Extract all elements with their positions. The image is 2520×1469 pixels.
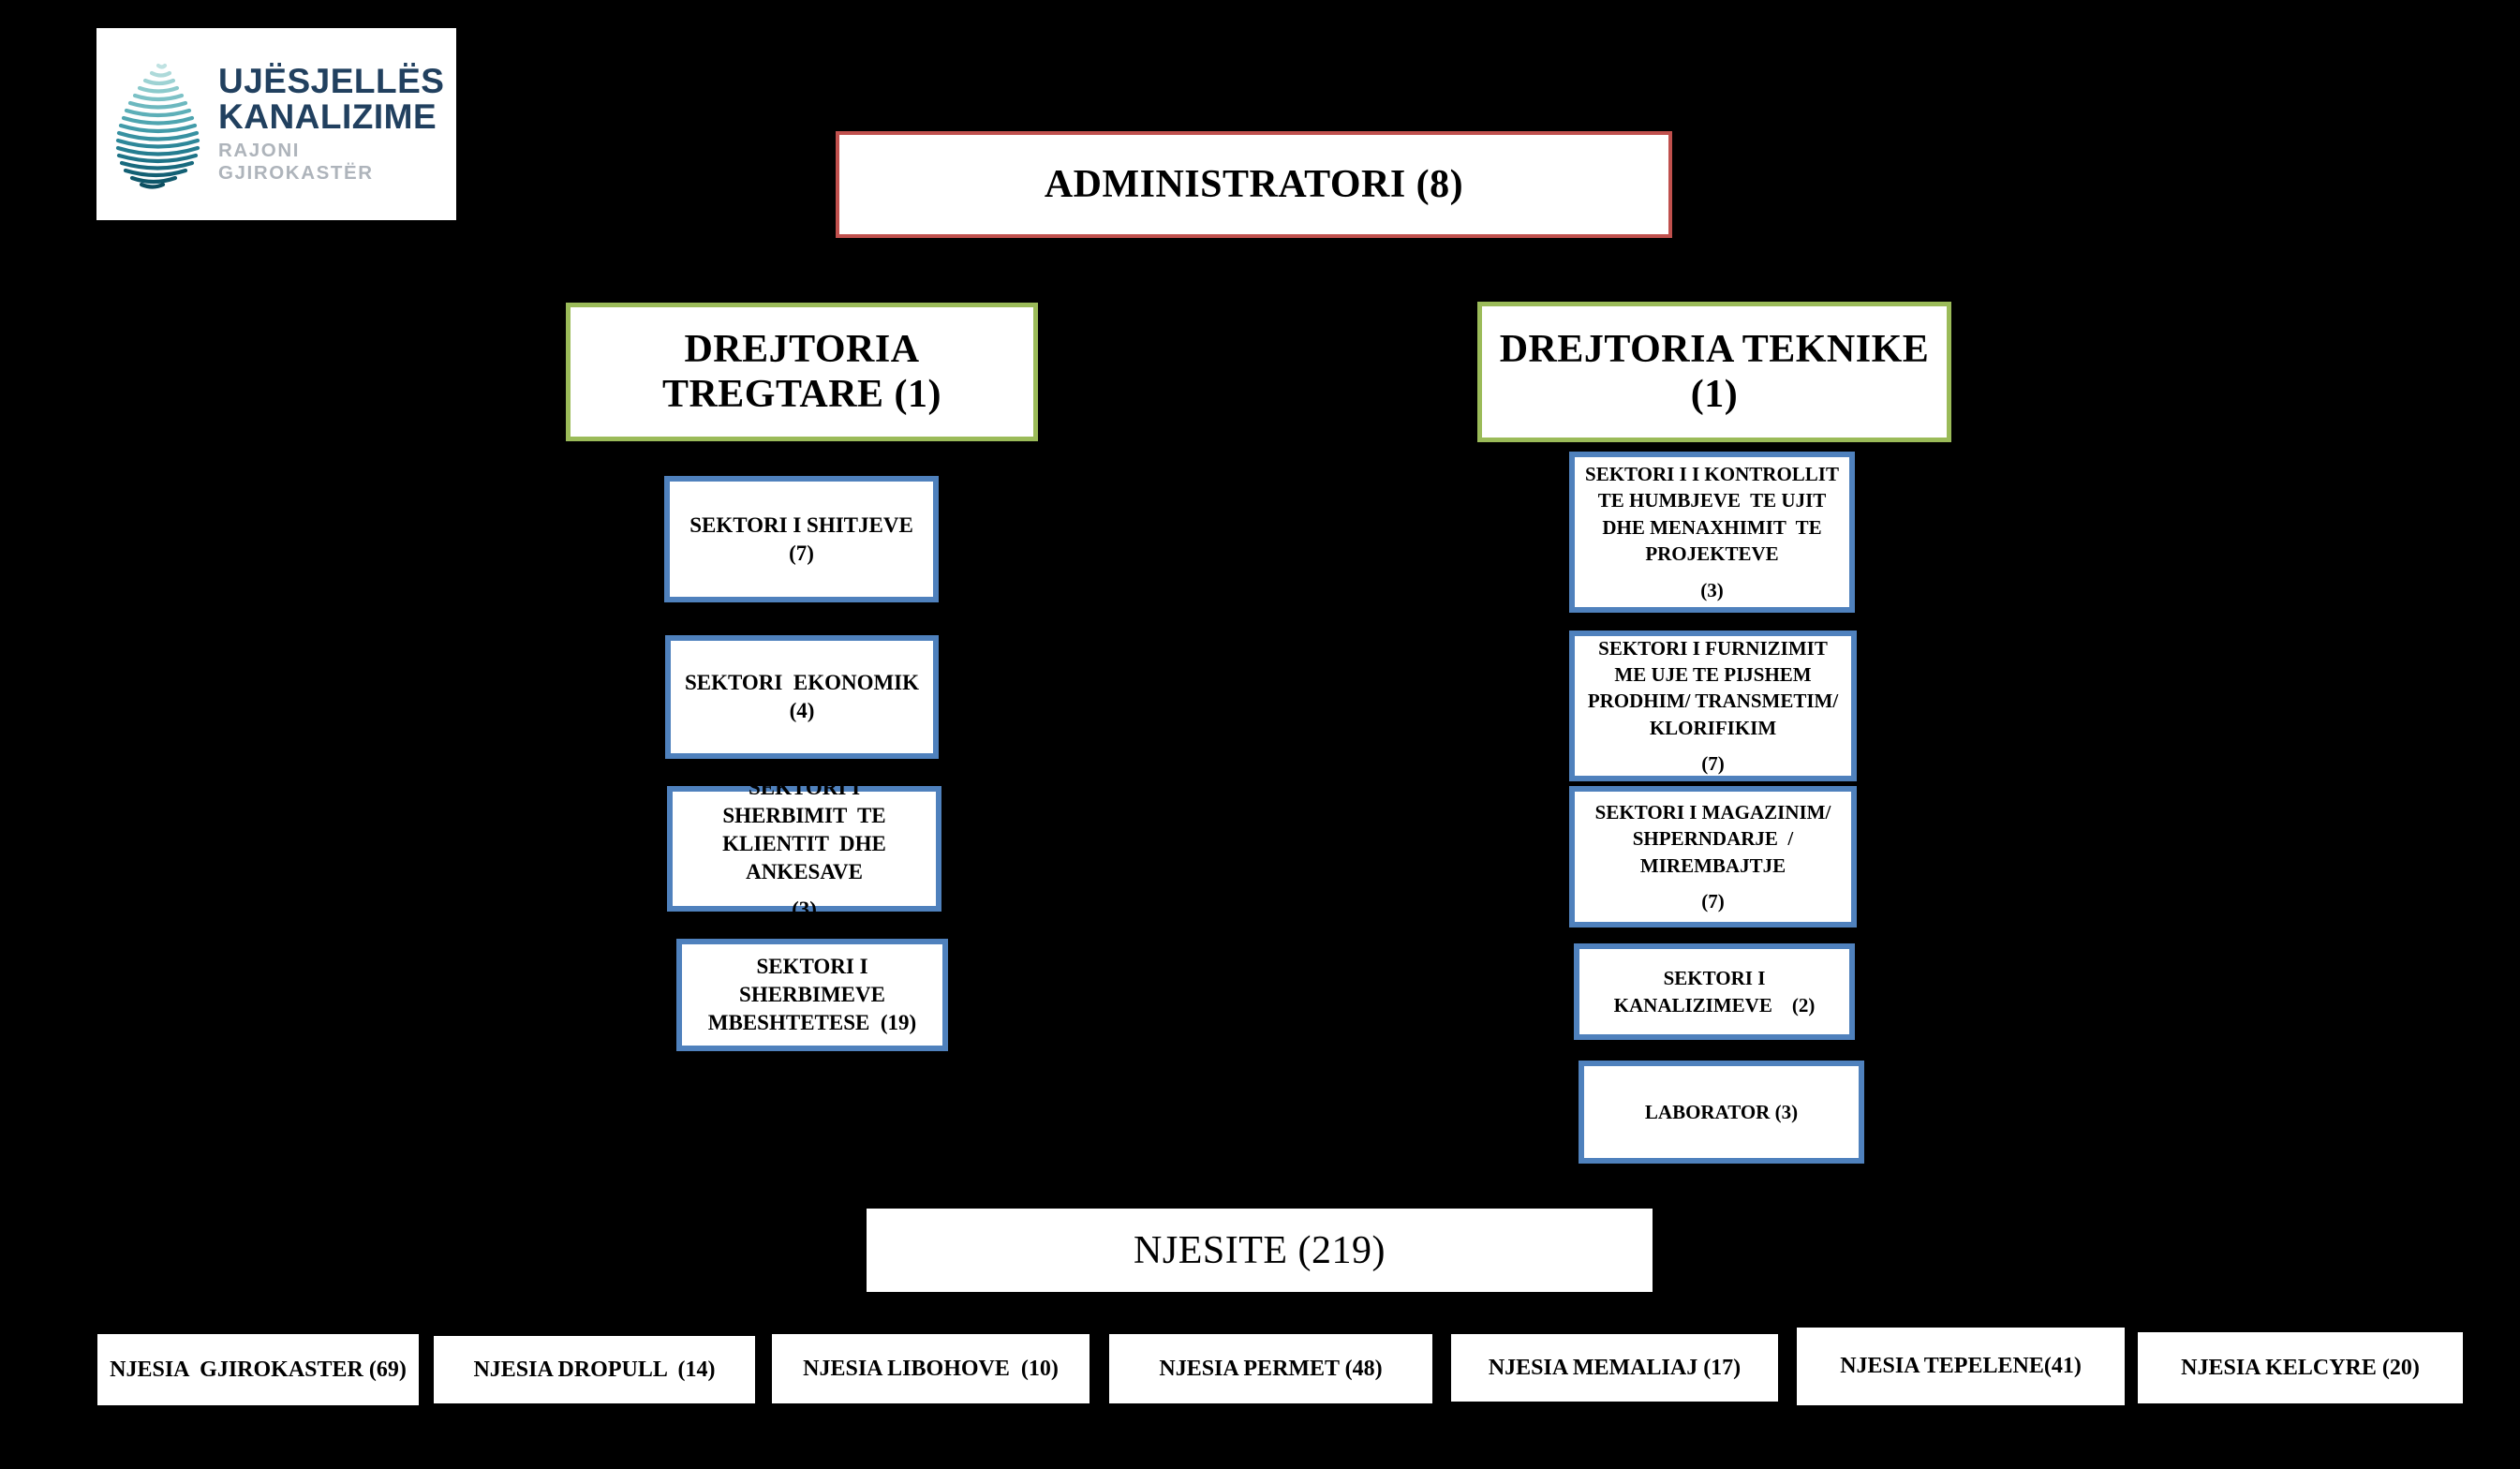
logo-subtitle: RAJONI GJIROKASTËR xyxy=(218,140,374,185)
node-drejtoria-tregtare-label: DREJTORIA TREGTARE (1) xyxy=(661,328,942,416)
node-laborator xyxy=(1579,1061,1864,1164)
node-njesia-libohove-label: NJESIA LIBOHOVE (10) xyxy=(803,1356,1059,1381)
node-njesia-gjirokaster-label: NJESIA GJIROKASTER (69) xyxy=(110,1357,407,1382)
node-njesia-dropull xyxy=(434,1336,755,1403)
node-sektori-mbeshtetese xyxy=(676,939,948,1051)
node-njesia-permet xyxy=(1109,1334,1432,1403)
node-drejtoria-teknike xyxy=(1477,302,1951,442)
node-njesia-tepelene xyxy=(1797,1328,2125,1405)
node-administrator xyxy=(836,131,1672,238)
node-sektori-magazinim-count: (7) xyxy=(1701,889,1725,913)
node-sektori-klientit xyxy=(667,776,941,921)
node-njesia-tepelene-label: NJESIA TEPELENE(41) xyxy=(1840,1354,2082,1378)
logo-text-block xyxy=(218,61,447,185)
node-sektori-kanalizimeve xyxy=(1574,943,1855,1040)
node-sektori-kontrollit xyxy=(1569,452,1855,613)
node-sektori-magazinim-label: SEKTORI I MAGAZINIM/ SHPERNDARJE / MIREMBAJTJE xyxy=(1594,800,1836,877)
node-sektori-furnizimit-count: (7) xyxy=(1701,752,1725,776)
node-njesia-permet-label: NJESIA PERMET (48) xyxy=(1159,1356,1383,1381)
node-sektori-kontrollit-count: (3) xyxy=(1700,578,1724,601)
company-logo xyxy=(96,28,456,220)
water-drop-icon xyxy=(111,58,205,191)
node-sektori-furnizimit xyxy=(1569,631,1857,781)
node-drejtoria-tregtare xyxy=(566,303,1038,441)
node-njesite xyxy=(867,1209,1653,1292)
node-njesia-gjirokaster xyxy=(97,1334,419,1405)
node-sektori-klientit-label: SEKTORI I SHERBIMIT TE KLIENTIT DHE ANKESAVE xyxy=(722,776,892,883)
node-sektori-klientit-count: (3) xyxy=(792,897,817,921)
node-njesite-label: NJESITE (219) xyxy=(1134,1228,1386,1272)
node-njesia-kelcyre-label: NJESIA KELCYRE (20) xyxy=(2181,1355,2420,1380)
node-administrator-label: ADMINISTRATORI (8) xyxy=(1044,163,1464,206)
node-sektori-furnizimit-label: SEKTORI I FURNIZIMIT ME UJE TE PIJSHEM PRODHIM/ TRANSMETIM/ KLORIFIKIM xyxy=(1587,636,1844,739)
node-njesia-dropull-label: NJESIA DROPULL (14) xyxy=(473,1357,716,1382)
node-laborator-label: LABORATOR (3) xyxy=(1644,1100,1799,1123)
node-sektori-shitjeve-label: SEKTORI I SHITJEVE (7) xyxy=(689,512,925,565)
logo-title-line1: UJËSJELLËS xyxy=(218,61,445,100)
node-sektori-magazinim xyxy=(1569,786,1857,927)
node-drejtoria-teknike-label: DREJTORIA TEKNIKE (1) xyxy=(1499,328,1940,416)
logo-title-line2: KANALIZIME xyxy=(218,97,437,136)
node-njesia-memaliaj xyxy=(1451,1334,1778,1402)
node-sektori-mbeshtetese-label: SEKTORI I SHERBIMEVE MBESHTETESE (19) xyxy=(707,955,917,1034)
node-sektori-kanalizimeve-label: SEKTORI I KANALIZIMEVE (2) xyxy=(1613,967,1816,1016)
node-sektori-ekonomik-label: SEKTORI EKONOMIK (4) xyxy=(684,671,930,722)
node-njesia-libohove xyxy=(772,1334,1090,1403)
node-njesia-memaliaj-label: NJESIA MEMALIAJ (17) xyxy=(1488,1355,1742,1380)
node-sektori-ekonomik xyxy=(665,635,939,759)
node-sektori-kontrollit-label: SEKTORI I I KONTROLLIT TE HUMBJEVE TE UJIT DHE MENAXHIMIT TE PROJEKTEVE xyxy=(1585,463,1849,566)
node-sektori-shitjeve xyxy=(664,476,939,602)
node-njesia-kelcyre xyxy=(2138,1332,2463,1403)
